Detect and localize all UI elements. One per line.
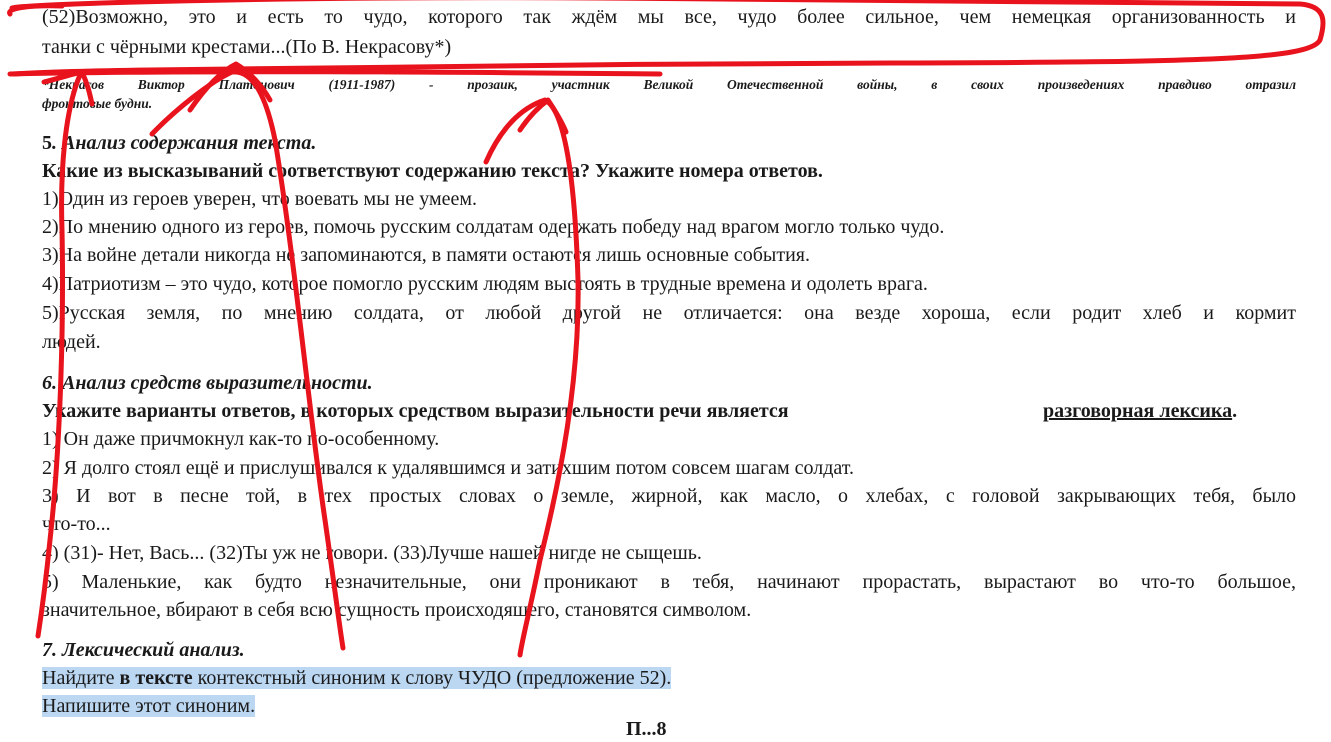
- task6-option-5-line-2: значительное, вбирают в себя всю сущность происходящего, становятся символом.: [42, 599, 752, 621]
- task6-option-1: 1) Он даже причмокнул как-то по-особенному.: [42, 428, 440, 450]
- task5-option-3: 3)На войне детали никогда не запоминаются, в памяти остаются лишь основные события.: [42, 244, 810, 266]
- red-arrow-head-right: [520, 100, 566, 132]
- task7-question-post: контекстный синоним к слову ЧУДО (предложение 52).: [192, 667, 672, 689]
- task7-question-pre: Найдите: [42, 667, 120, 689]
- task7-title: 7. Лексический анализ.: [42, 639, 245, 661]
- passage-line-1: (52)Возможно, это и есть то чудо, которого так ждём мы все, чудо более сильное, чем немецкая организованность и: [42, 6, 1296, 28]
- task7-instruction: [42, 693, 255, 719]
- task6-term: [1043, 398, 1237, 424]
- task6-option-5-line-1: 5) Маленькие, как будто незначительные, они проникают в тебя, начинают прорастать, вырастают во что-то большое,: [42, 571, 1296, 593]
- task5-heading: [42, 130, 316, 156]
- task6-title: 6. Анализ средств выразительности.: [42, 372, 373, 394]
- footnote-line-1: *Некрасов Виктор Платонович (1911-1987) - прозаик, участник Великой Отечественной войны, в своих произведениях правдиво отразил: [42, 77, 1296, 92]
- task6-question: Укажите варианты ответов, в которых средством выразительности речи является: [42, 400, 789, 422]
- task5-option-2: 2)По мнению одного из героев, помочь русским солдатам одержать победу над врагом могло только чудо.: [42, 216, 945, 238]
- task7-question-bold: в тексте: [119, 667, 193, 689]
- task6-term-text: разговорная лексика: [1043, 400, 1233, 422]
- task7-question: [42, 665, 671, 691]
- task5-option-5-line-1: 5)Русская земля, по мнению солдата, от любой другой не отличается: она везде хороша, если родит хлеб и кормит: [42, 302, 1296, 324]
- task5-question: Какие из высказываний соответствуют содержанию текста? Укажите номера ответов.: [42, 160, 823, 182]
- task6-term-dot: .: [1232, 400, 1238, 422]
- task5-option-1: 1)Один из героев уверен, что воевать мы не умеем.: [42, 188, 478, 210]
- passage-line-2: танки с чёрными крестами...(По В. Некрасову*): [42, 36, 452, 58]
- task5-option-4: 4)Патриотизм – это чудо, которое помогло русским людям выстоять в трудные времена и одолеть врага.: [42, 273, 928, 295]
- task7-instruction-text: Напишите этот синоним.: [42, 695, 256, 717]
- task6-option-2: 2) Я долго стоял ещё и прислушивался к удалявшимся и затихшим потом совсем шагам солдат.: [42, 457, 855, 479]
- footnote-line-2: фронтовые будни.: [42, 96, 153, 111]
- task6-option-3-line-2: что-то...: [42, 513, 111, 535]
- cut-off-heading: П...8: [626, 718, 667, 740]
- red-top-line: [10, 72, 660, 74]
- task5-title: . Анализ содержания текста.: [52, 132, 317, 154]
- task6-option-3-line-1: 3) И вот в песне той, в тех простых словах о земле, жирной, как масло, о хлебах, с головой закрывающих тебя, было: [42, 485, 1296, 507]
- task6-option-4: 4) (31)- Нет, Вась... (32)Ты уж не говори. (33)Лучше нашей нигде не сыщешь.: [42, 542, 702, 564]
- task5-option-5-line-2: людей.: [42, 331, 101, 353]
- task5-number: 5: [42, 132, 52, 154]
